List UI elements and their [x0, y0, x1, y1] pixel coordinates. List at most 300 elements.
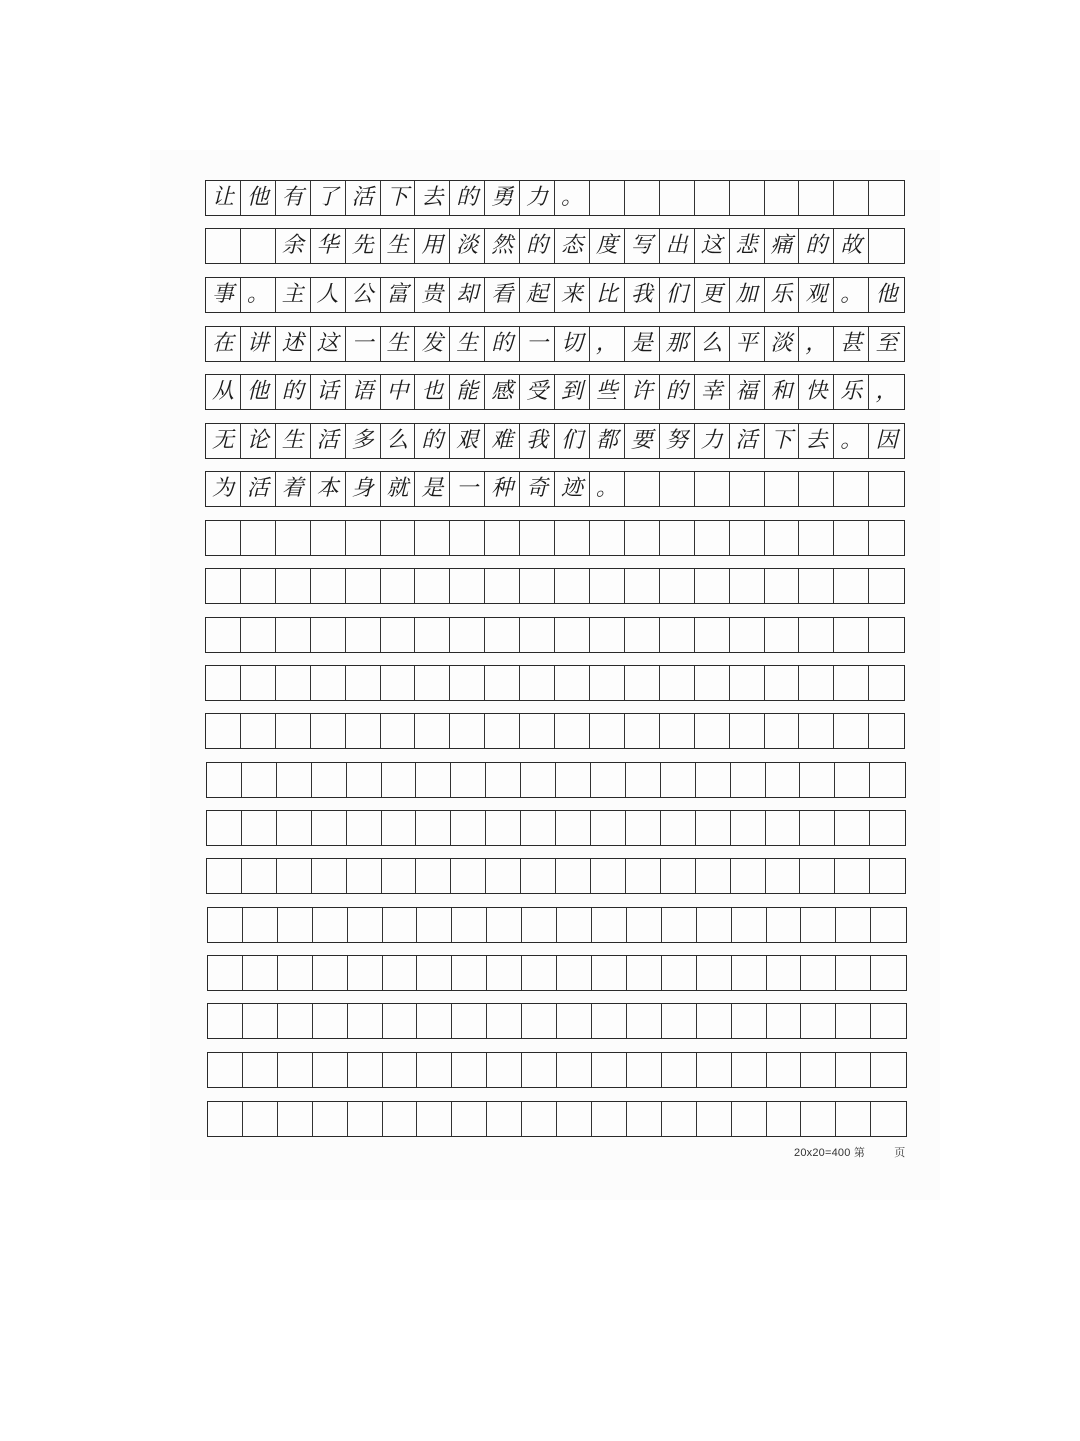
grid-cell — [799, 714, 834, 748]
grid-cell — [590, 714, 625, 748]
grid-cell — [836, 1102, 871, 1136]
grid-cell — [417, 1102, 452, 1136]
grid-cell — [695, 569, 730, 603]
grid-cell — [277, 763, 312, 797]
grid-cell: 故 — [834, 229, 869, 263]
grid-cell — [208, 1053, 243, 1087]
grid-cell — [485, 618, 520, 652]
grid-cell — [313, 908, 348, 942]
grid-cell — [625, 181, 660, 215]
grid-cell — [662, 1004, 697, 1038]
grid-cell — [590, 666, 625, 700]
grid-cell — [800, 859, 835, 893]
grid-cell — [730, 714, 765, 748]
grid-cell — [835, 859, 870, 893]
grid-cell — [415, 666, 450, 700]
grid-cell — [871, 1102, 906, 1136]
grid-cell — [278, 1004, 313, 1038]
grid-cell — [206, 569, 241, 603]
grid-cell: 我 — [625, 278, 660, 312]
grid-cell — [767, 956, 802, 990]
grid-cell: 活 — [346, 181, 381, 215]
grid-cell: 让 — [206, 181, 241, 215]
grid-cell: 切 — [555, 327, 590, 361]
grid-cell — [520, 714, 555, 748]
grid-cell — [627, 956, 662, 990]
grid-row — [205, 277, 905, 313]
grid-cell — [522, 1102, 557, 1136]
grid-cell — [416, 811, 451, 845]
grid-cell: 看 — [485, 278, 520, 312]
grid-cell — [695, 521, 730, 555]
grid-cell — [522, 1053, 557, 1087]
grid-cell — [276, 521, 311, 555]
grid-cell — [765, 714, 800, 748]
grid-cell: 能 — [450, 375, 485, 409]
grid-cell: 是 — [415, 472, 450, 506]
grid-cell — [730, 569, 765, 603]
grid-cell — [348, 956, 383, 990]
grid-cell — [243, 956, 278, 990]
grid-cell — [869, 666, 904, 700]
grid-cell: 。 — [555, 181, 590, 215]
grid-cell: 来 — [555, 278, 590, 312]
grid-cell — [660, 666, 695, 700]
grid-cell: 平 — [730, 327, 765, 361]
grid-cell — [557, 908, 592, 942]
grid-cell: 下 — [381, 181, 416, 215]
grid-cell: 下 — [765, 424, 800, 458]
grid-row — [207, 955, 907, 991]
grid-cell: 一 — [450, 472, 485, 506]
grid-cell — [346, 714, 381, 748]
grid-cell — [695, 666, 730, 700]
grid-cell — [836, 1004, 871, 1038]
grid-cell: 们 — [660, 278, 695, 312]
grid-cell — [415, 521, 450, 555]
grid-cell — [346, 618, 381, 652]
grid-cell — [695, 181, 730, 215]
grid-cell — [276, 666, 311, 700]
grid-cell — [487, 956, 522, 990]
grid-cell — [487, 1053, 522, 1087]
grid-cell: ， — [590, 327, 625, 361]
grid-cell — [836, 956, 871, 990]
grid-cell — [697, 908, 732, 942]
grid-cell: 在 — [206, 327, 241, 361]
grid-cell — [765, 181, 800, 215]
grid-cell — [450, 521, 485, 555]
grid-cell: 无 — [206, 424, 241, 458]
grid-cell — [278, 956, 313, 990]
grid-cell — [311, 666, 346, 700]
grid-cell: 生 — [381, 327, 416, 361]
grid-cell: 从 — [206, 375, 241, 409]
grid-cell — [590, 181, 625, 215]
grid-cell: 他 — [241, 181, 276, 215]
grid-cell — [522, 956, 557, 990]
grid-cell — [556, 811, 591, 845]
grid-cell — [834, 714, 869, 748]
grid-cell — [801, 1004, 836, 1038]
grid-cell: 本 — [311, 472, 346, 506]
grid-cell — [486, 763, 521, 797]
grid-cell: 态 — [555, 229, 590, 263]
grid-cell: 悲 — [730, 229, 765, 263]
grid-cell — [625, 521, 660, 555]
grid-cell — [311, 618, 346, 652]
grid-cell: 余 — [276, 229, 311, 263]
grid-cell: 生 — [450, 327, 485, 361]
grid-cell — [381, 618, 416, 652]
grid-cell — [276, 714, 311, 748]
grid-cell — [834, 181, 869, 215]
grid-cell — [382, 763, 417, 797]
grid-cell — [660, 618, 695, 652]
grid-cell — [660, 569, 695, 603]
grid-cell — [800, 811, 835, 845]
grid-cell: 乐 — [765, 278, 800, 312]
grid-cell — [662, 956, 697, 990]
grid-cell — [731, 859, 766, 893]
grid-cell: 然 — [485, 229, 520, 263]
grid-cell: 一 — [520, 327, 555, 361]
grid-cell — [487, 1004, 522, 1038]
grid-cell — [347, 763, 382, 797]
grid-cell: 种 — [485, 472, 520, 506]
grid-cell — [592, 908, 627, 942]
grid-cell: 是 — [625, 327, 660, 361]
grid-cell — [765, 472, 800, 506]
grid-cell — [208, 1004, 243, 1038]
grid-cell — [313, 1102, 348, 1136]
grid-cell — [766, 763, 801, 797]
grid-cell: 福 — [730, 375, 765, 409]
grid-cell — [206, 666, 241, 700]
grid-cell: 勇 — [485, 181, 520, 215]
grid-cell: 述 — [276, 327, 311, 361]
grid-cell — [626, 859, 661, 893]
grid-cell — [799, 181, 834, 215]
grid-cell — [834, 666, 869, 700]
grid-cell — [241, 618, 276, 652]
grid-cell — [485, 714, 520, 748]
grid-cell: 着 — [276, 472, 311, 506]
grid-cell — [452, 1102, 487, 1136]
grid-cell — [556, 859, 591, 893]
grid-cell — [241, 521, 276, 555]
grid-cell — [697, 956, 732, 990]
grid-cell — [206, 714, 241, 748]
grid-cell — [870, 859, 905, 893]
grid-row — [205, 713, 905, 749]
grid-row — [205, 228, 905, 264]
grid-cell — [555, 714, 590, 748]
grid-cell — [555, 666, 590, 700]
grid-cell — [591, 859, 626, 893]
grid-cell — [207, 859, 242, 893]
grid-row — [205, 568, 905, 604]
grid-cell — [311, 714, 346, 748]
grid-cell — [206, 618, 241, 652]
grid-cell — [799, 569, 834, 603]
grid-cell — [450, 666, 485, 700]
grid-cell: 奇 — [520, 472, 555, 506]
grid-cell — [241, 666, 276, 700]
grid-cell — [732, 956, 767, 990]
grid-cell: 们 — [555, 424, 590, 458]
page-prefix: 第 — [853, 1147, 866, 1159]
grid-cell — [382, 811, 417, 845]
grid-cell — [767, 1102, 802, 1136]
grid-cell: 。 — [241, 278, 276, 312]
grid-cell — [485, 521, 520, 555]
grid-cell: 么 — [695, 327, 730, 361]
grid-cell — [241, 229, 276, 263]
grid-cell: 的 — [520, 229, 555, 263]
grid-cell — [521, 811, 556, 845]
grid-cell — [662, 1053, 697, 1087]
grid-cell — [625, 666, 660, 700]
grid-cell — [626, 763, 661, 797]
grid-cell — [869, 618, 904, 652]
grid-cell — [416, 763, 451, 797]
grid-cell: 他 — [875, 282, 898, 307]
grid-cell — [695, 618, 730, 652]
grid-cell: 更 — [695, 278, 730, 312]
grid-cell — [592, 956, 627, 990]
grid-cell — [381, 666, 416, 700]
grid-cell — [416, 859, 451, 893]
grid-cell — [871, 1053, 906, 1087]
grid-cell — [871, 908, 906, 942]
grid-spec: 20x20=400 — [794, 1147, 851, 1159]
grid-cell — [348, 1053, 383, 1087]
grid-cell: 去 — [799, 424, 834, 458]
grid-cell: 的 — [276, 375, 311, 409]
grid-cell — [592, 1053, 627, 1087]
grid-cell — [206, 229, 241, 263]
grid-cell — [801, 908, 836, 942]
grid-cell — [382, 859, 417, 893]
grid-cell: 有 — [276, 181, 311, 215]
grid-cell: 比 — [590, 278, 625, 312]
grid-cell: 的 — [485, 327, 520, 361]
grid-cell — [730, 181, 765, 215]
grid-row — [205, 423, 905, 459]
grid-row — [205, 180, 905, 216]
grid-row — [205, 374, 905, 410]
grid-cell — [765, 666, 800, 700]
grid-cell — [765, 618, 800, 652]
grid-cell — [311, 569, 346, 603]
grid-cell: 就 — [381, 472, 416, 506]
grid-cell — [732, 1102, 767, 1136]
grid-cell — [592, 1102, 627, 1136]
grid-cell — [452, 1004, 487, 1038]
grid-cell — [450, 618, 485, 652]
grid-cell: 的 — [660, 375, 695, 409]
grid-row — [205, 520, 905, 556]
grid-cell: 。 — [834, 424, 869, 458]
grid-row — [206, 858, 906, 894]
grid-cell — [243, 1102, 278, 1136]
grid-cell — [520, 521, 555, 555]
grid-cell — [836, 908, 871, 942]
grid-cell — [207, 811, 242, 845]
grid-cell — [767, 908, 802, 942]
page-suffix: 页 — [894, 1147, 906, 1159]
grid-cell: 这 — [311, 327, 346, 361]
grid-cell: 他 — [241, 375, 276, 409]
grid-cell: 幸 — [695, 375, 730, 409]
grid-cell — [522, 1004, 557, 1038]
grid-cell: 。 — [834, 278, 869, 312]
grid-row — [205, 326, 905, 362]
grid-cell: 发 — [415, 327, 450, 361]
grid-cell: 活 — [311, 424, 346, 458]
grid-cell — [834, 521, 869, 555]
grid-cell — [766, 859, 801, 893]
grid-cell — [870, 763, 905, 797]
grid-cell — [278, 1102, 313, 1136]
grid-cell — [799, 521, 834, 555]
grid-cell — [417, 908, 452, 942]
grid-cell — [451, 811, 486, 845]
grid-cell: 观 — [799, 278, 834, 312]
grid-cell — [869, 472, 904, 506]
grid-cell: 贵 — [415, 278, 450, 312]
grid-cell — [696, 811, 731, 845]
grid-cell: 些 — [590, 375, 625, 409]
grid-cell — [485, 666, 520, 700]
grid-cell: 。 — [590, 472, 625, 506]
grid-cell — [627, 1004, 662, 1038]
grid-cell — [661, 811, 696, 845]
grid-cell — [313, 956, 348, 990]
grid-cell: 出 — [660, 229, 695, 263]
grid-cell — [835, 763, 870, 797]
grid-cell — [625, 618, 660, 652]
grid-cell: 难 — [485, 424, 520, 458]
grid-cell: 中 — [381, 375, 416, 409]
grid-cell — [732, 1004, 767, 1038]
grid-cell — [452, 908, 487, 942]
grid-cell — [311, 521, 346, 555]
grid-cell — [871, 1004, 906, 1038]
grid-cell: 我 — [520, 424, 555, 458]
grid-cell — [381, 714, 416, 748]
grid-cell — [381, 521, 416, 555]
grid-cell: 许 — [625, 375, 660, 409]
grid-cell — [346, 521, 381, 555]
grid-cell: 身 — [346, 472, 381, 506]
grid-cell — [208, 956, 243, 990]
grid-cell — [697, 1102, 732, 1136]
grid-row — [206, 810, 906, 846]
grid-cell — [383, 1053, 418, 1087]
grid-cell: 度 — [590, 229, 625, 263]
grid-cell: 语 — [346, 375, 381, 409]
grid-cell — [767, 1053, 802, 1087]
grid-cell — [661, 859, 696, 893]
grid-cell — [487, 908, 522, 942]
grid-cell — [417, 956, 452, 990]
grid-row — [205, 617, 905, 653]
grid-cell — [799, 666, 834, 700]
grid-cell — [383, 1102, 418, 1136]
grid-cell — [799, 472, 834, 506]
grid-cell — [697, 1004, 732, 1038]
grid-cell — [662, 1102, 697, 1136]
grid-cell — [312, 811, 347, 845]
grid-row — [205, 471, 905, 507]
grid-cell — [660, 181, 695, 215]
grid-cell: 迹 — [555, 472, 590, 506]
grid-cell — [486, 859, 521, 893]
grid-cell — [521, 763, 556, 797]
grid-cell — [869, 521, 904, 555]
grid-cell: 生 — [381, 229, 416, 263]
grid-cell — [696, 859, 731, 893]
grid-cell — [626, 811, 661, 845]
grid-cell — [555, 521, 590, 555]
grid-cell — [660, 521, 695, 555]
grid-cell — [834, 472, 869, 506]
grid-cell: 去 — [415, 181, 450, 215]
grid-cell — [276, 569, 311, 603]
grid-cell — [241, 714, 276, 748]
grid-cell — [346, 569, 381, 603]
grid-cell — [415, 569, 450, 603]
grid-cell — [592, 1004, 627, 1038]
grid-cell — [557, 1102, 592, 1136]
grid-cell: 甚 — [834, 327, 869, 361]
grid-cell: 用 — [415, 229, 450, 263]
grid-cell — [313, 1053, 348, 1087]
grid-cell: 那 — [660, 327, 695, 361]
grid-cell: 受 — [520, 375, 555, 409]
grid-cell: ， — [875, 379, 898, 404]
grid-cell — [451, 859, 486, 893]
grid-cell: 为 — [206, 472, 241, 506]
grid-cell — [695, 472, 730, 506]
grid-cell: 力 — [520, 181, 555, 215]
grid-cell — [557, 1053, 592, 1087]
grid-cell: 至 — [875, 331, 898, 356]
grid-cell: 快 — [799, 375, 834, 409]
grid-cell — [836, 1053, 871, 1087]
grid-cell — [869, 181, 904, 215]
grid-cell — [590, 569, 625, 603]
grid-cell: 艰 — [450, 424, 485, 458]
grid-cell — [765, 521, 800, 555]
grid-cell — [730, 472, 765, 506]
grid-cell — [591, 763, 626, 797]
grid-cell: 乐 — [834, 375, 869, 409]
grid-cell — [869, 714, 904, 748]
grid-cell — [590, 618, 625, 652]
grid-cell — [278, 1053, 313, 1087]
grid-cell: 淡 — [765, 327, 800, 361]
grid-cell — [765, 569, 800, 603]
grid-cell — [660, 472, 695, 506]
grid-cell — [871, 956, 906, 990]
grid-cell: 力 — [695, 424, 730, 458]
grid-cell — [801, 1102, 836, 1136]
grid-cell: 起 — [520, 278, 555, 312]
grid-cell: 人 — [311, 278, 346, 312]
